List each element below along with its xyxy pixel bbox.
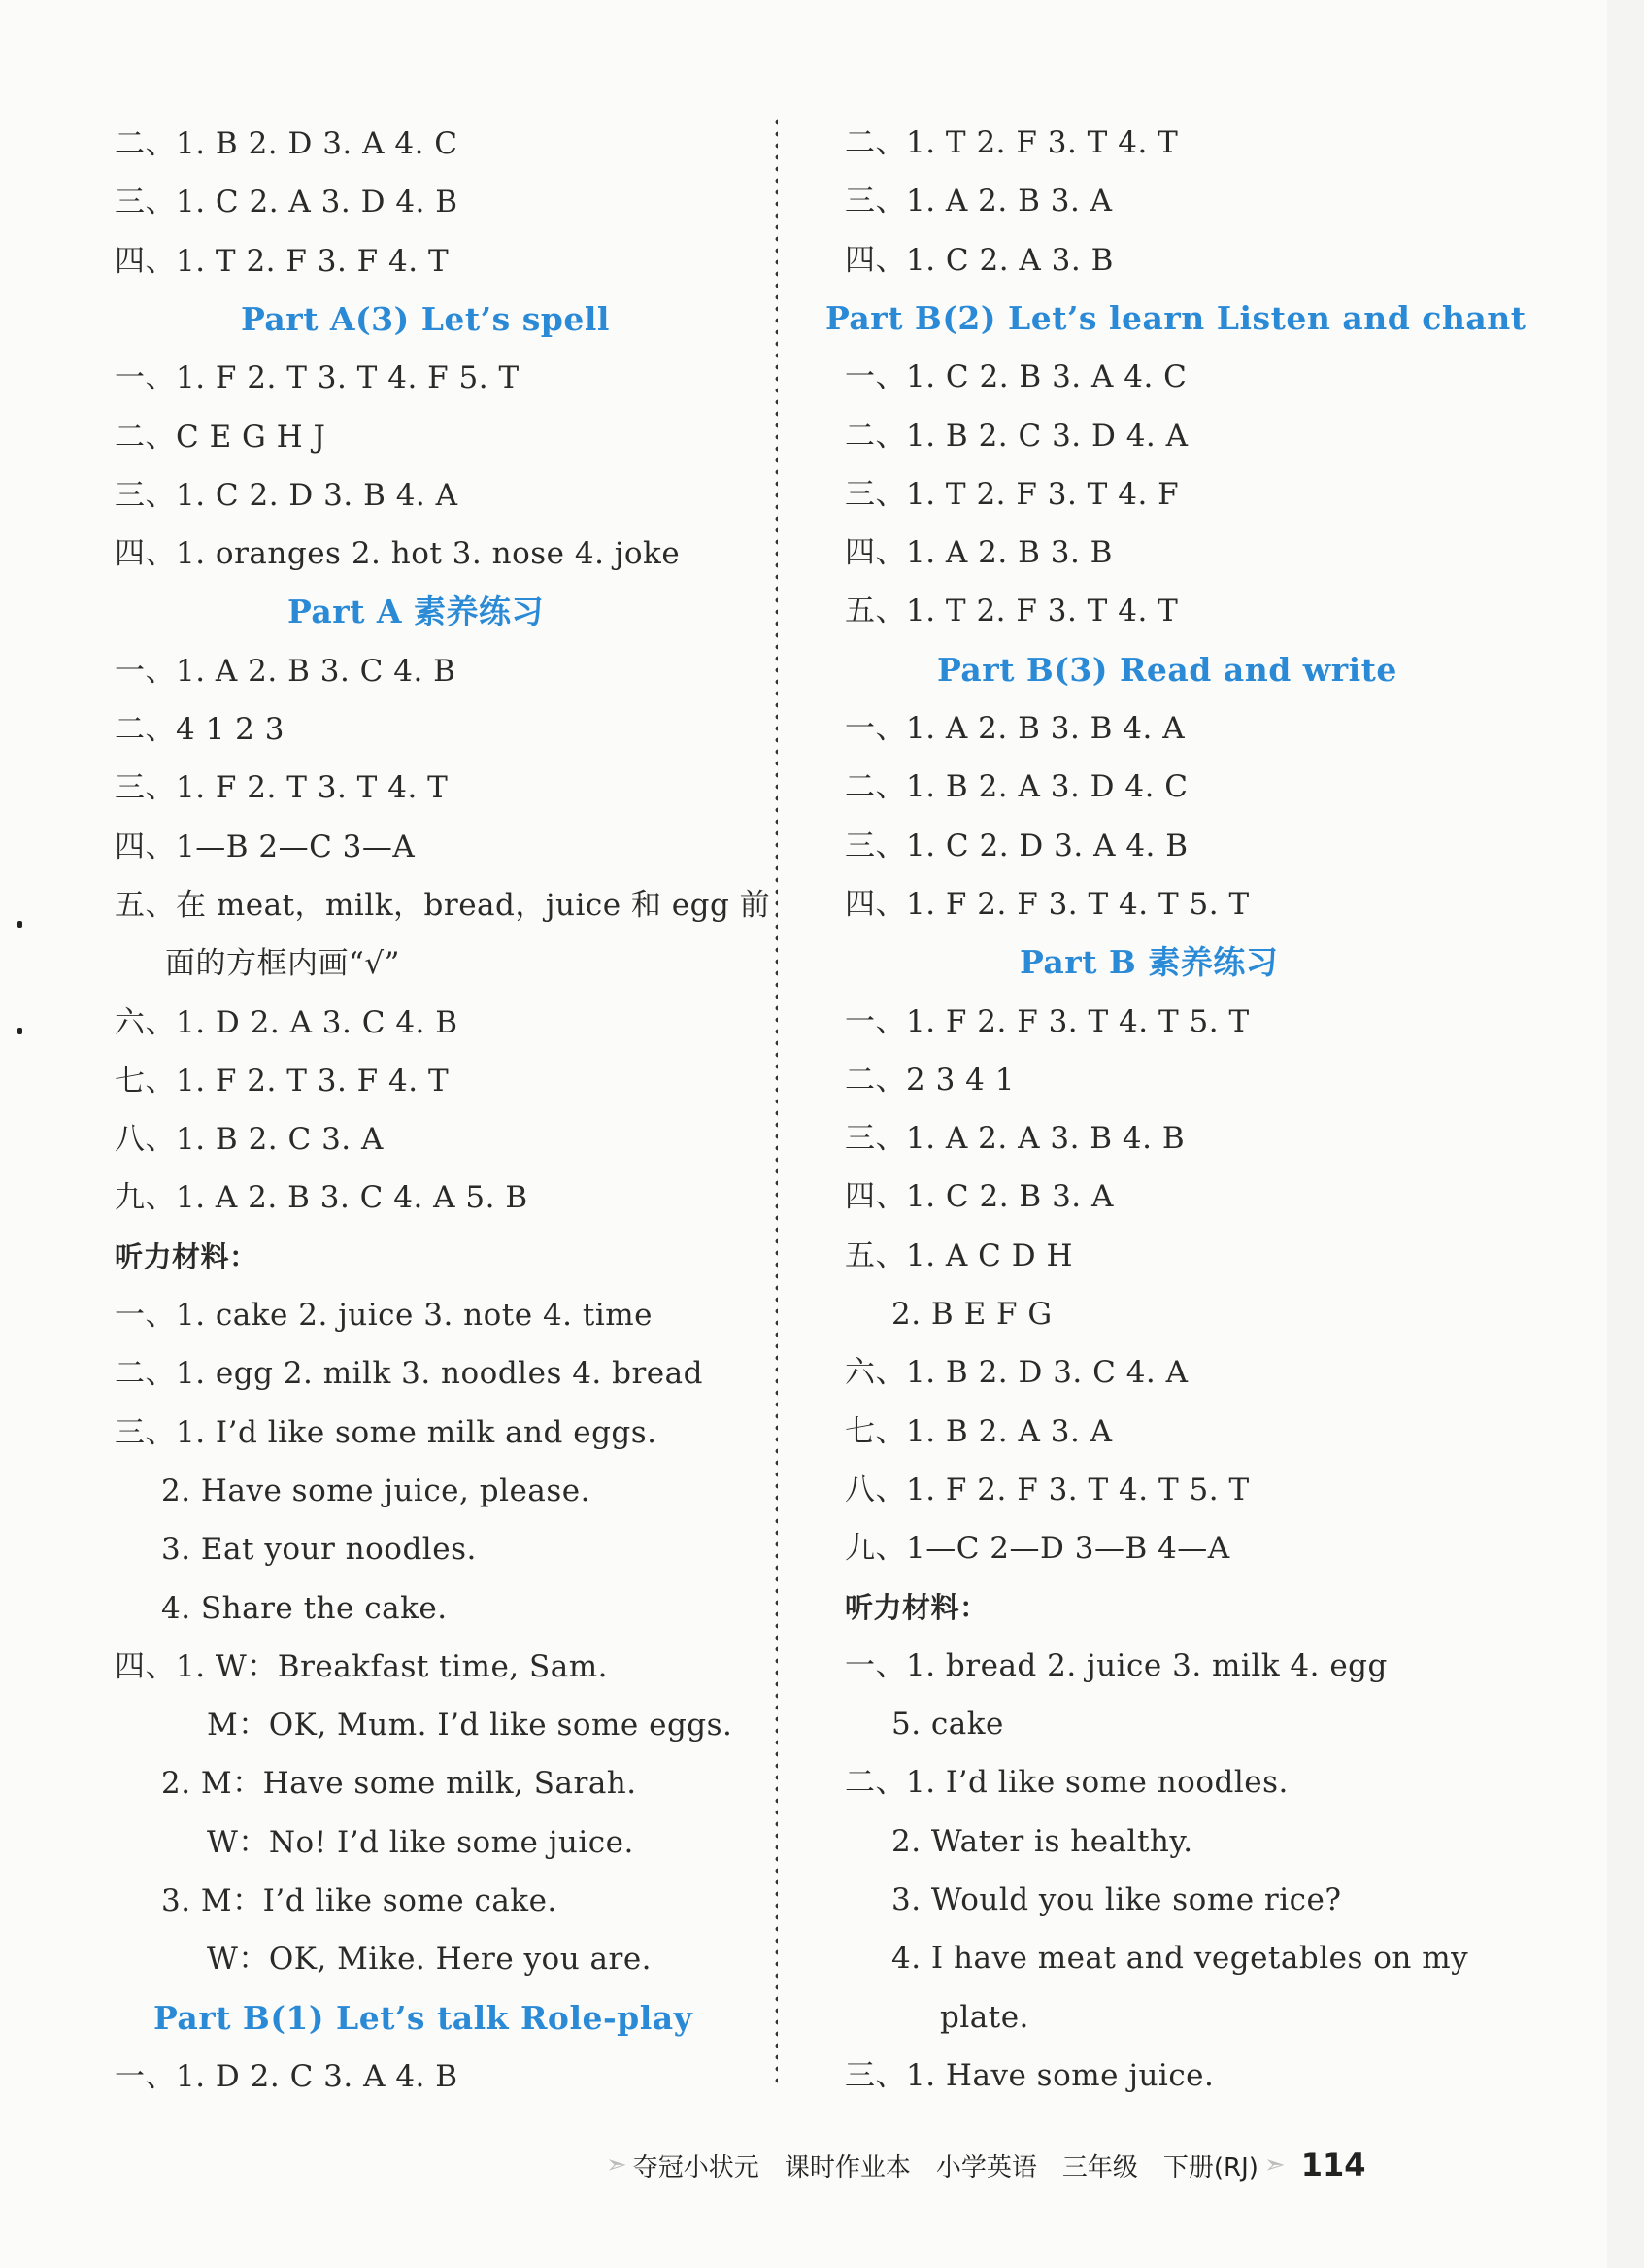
arrow-icon: ➣ xyxy=(1263,2150,1286,2180)
answer-line: 四、1. oranges 2. hot 3. nose 4. joke xyxy=(115,536,681,572)
answer-line: 七、1. F 2. T 3. F 4. T xyxy=(115,1063,450,1099)
answer-line: 八、1. B 2. C 3. A xyxy=(115,1122,384,1158)
answer-line: 三、1. Have some juice. xyxy=(845,2057,1215,2093)
section-heading: Part B 素养练习 xyxy=(1020,943,1279,982)
arrow-icon: ➣ xyxy=(606,2150,627,2180)
answer-line: 五、1. T 2. F 3. T 4. T xyxy=(845,593,1179,629)
answer-line: 一、1. C 2. B 3. A 4. C xyxy=(845,359,1188,395)
answer-line: 九、1—C 2—D 3—B 4—A xyxy=(845,1531,1230,1567)
answer-line: 四、1. T 2. F 3. F 4. T xyxy=(115,243,450,279)
answer-line: M：OK, Mum. I’d like some eggs. xyxy=(207,1708,733,1743)
answer-line: 2. M：Have some milk, Sarah. xyxy=(161,1766,637,1802)
answer-line: 八、1. F 2. F 3. T 4. T 5. T xyxy=(845,1472,1250,1507)
page-number: 114 xyxy=(1300,2147,1366,2183)
answer-line: 四、1—B 2—C 3—A xyxy=(115,829,416,864)
section-heading: Part A 素养练习 xyxy=(287,592,545,631)
section-label: 听力材料： xyxy=(115,1239,258,1273)
answer-line: 六、1. B 2. D 3. C 4. A xyxy=(845,1355,1189,1391)
answer-line: 一、1. D 2. C 3. A 4. B xyxy=(115,2058,458,2094)
answer-line: 二、1. I’d like some noodles. xyxy=(845,1765,1289,1801)
dotted-divider xyxy=(774,117,778,2088)
answer-line: 3. Would you like some rice? xyxy=(891,1882,1342,1917)
answer-line: 一、1. F 2. F 3. T 4. T 5. T xyxy=(845,1003,1250,1039)
page-footer xyxy=(600,2147,1365,2183)
answer-line: 一、1. F 2. T 3. T 4. F 5. T xyxy=(115,360,520,396)
answer-line: 4. I have meat and vegetables on my xyxy=(891,1941,1469,1977)
answer-line: 六、1. D 2. A 3. C 4. B xyxy=(115,1004,458,1040)
answer-line: 二、1. B 2. D 3. A 4. C xyxy=(115,126,458,161)
answer-line: 4. Share the cake. xyxy=(161,1590,448,1626)
section-heading: Part A(3) Let’s spell xyxy=(241,299,610,338)
section-heading: Part B(1) Let’s talk Role-play xyxy=(153,1998,693,2037)
answer-line: 3. M：I’d like some cake. xyxy=(161,1883,557,1918)
footer-grade: 三年级 xyxy=(1061,2152,1138,2183)
answer-line: 一、1. A 2. B 3. C 4. B xyxy=(115,653,456,689)
footer-series: 课时作业本 xyxy=(784,2152,911,2183)
answer-line: 三、1. C 2. A 3. D 4. B xyxy=(115,185,458,220)
answer-line: 四、1. F 2. F 3. T 4. T 5. T xyxy=(845,886,1250,922)
answer-line: 二、1. egg 2. milk 3. noodles 4. bread xyxy=(115,1356,703,1392)
answer-line: 七、1. B 2. A 3. A xyxy=(845,1413,1113,1449)
stray-mark xyxy=(17,921,22,928)
answer-line: 四、1. C 2. B 3. A xyxy=(845,1179,1114,1215)
answer-line: 二、1. B 2. C 3. D 4. A xyxy=(845,418,1189,454)
footer-brand: 夺冠小状元 xyxy=(632,2152,759,2183)
answer-line: 二、1. T 2. F 3. T 4. T xyxy=(845,125,1179,160)
answer-line: 五、在 meat，milk，bread，juice 和 egg 前 xyxy=(115,887,771,923)
answer-line: plate. xyxy=(940,1999,1029,2035)
footer-subject: 小学英语 xyxy=(935,2152,1037,2183)
section-heading: Part B(2) Let’s learn Listen and chant xyxy=(825,298,1527,337)
answer-line: 一、1. cake 2. juice 3. note 4. time xyxy=(115,1298,654,1333)
answer-line: 三、1. A 2. A 3. B 4. B xyxy=(845,1121,1186,1157)
answer-line: 三、1. I’d like some milk and eggs. xyxy=(115,1414,657,1450)
answer-line: 三、1. T 2. F 3. T 4. F xyxy=(845,476,1180,512)
answer-line: 二、2 3 4 1 xyxy=(845,1062,1015,1098)
answer-line: 3. Eat your noodles. xyxy=(161,1532,477,1568)
answer-line: 5. cake xyxy=(891,1707,1004,1743)
answer-line: 四、1. A 2. B 3. B xyxy=(845,535,1113,571)
footer-volume: 下册(RJ) xyxy=(1162,2152,1258,2183)
answer-line: 三、1. A 2. B 3. A xyxy=(845,184,1113,220)
answer-line: 二、C E G H J xyxy=(115,419,326,455)
answer-line: W：No! I’d like some juice. xyxy=(207,1824,634,1860)
answer-line: W：OK, Mike. Here you are. xyxy=(207,1942,653,1978)
answer-line: 一、1. A 2. B 3. B 4. A xyxy=(845,711,1186,746)
answer-line: 2. Have some juice, please. xyxy=(161,1473,590,1508)
answer-line: 2. B E F G xyxy=(891,1297,1053,1332)
answer-line: 二、4 1 2 3 xyxy=(115,712,285,747)
answer-line: 三、1. F 2. T 3. T 4. T xyxy=(115,770,449,806)
answer-line: 五、1. A C D H xyxy=(845,1237,1073,1273)
answer-line: 一、1. bread 2. juice 3. milk 4. egg xyxy=(845,1647,1388,1683)
section-label: 听力材料： xyxy=(845,1590,989,1624)
answer-line: 九、1. A 2. B 3. C 4. A 5. B xyxy=(115,1180,528,1216)
answer-line: 2. Water is healthy. xyxy=(891,1823,1193,1859)
answer-line: 三、1. C 2. D 3. A 4. B xyxy=(845,828,1189,863)
answer-line: 四、1. W：Breakfast time, Sam. xyxy=(115,1648,608,1684)
answer-line: 二、1. B 2. A 3. D 4. C xyxy=(845,769,1189,805)
section-heading: Part B(3) Read and write xyxy=(937,650,1397,689)
answer-line: 三、1. C 2. D 3. B 4. A xyxy=(115,477,458,513)
answer-line: 四、1. C 2. A 3. B xyxy=(845,242,1114,278)
answer-line: 面的方框内画“√” xyxy=(165,946,400,982)
stray-mark xyxy=(17,1028,22,1034)
